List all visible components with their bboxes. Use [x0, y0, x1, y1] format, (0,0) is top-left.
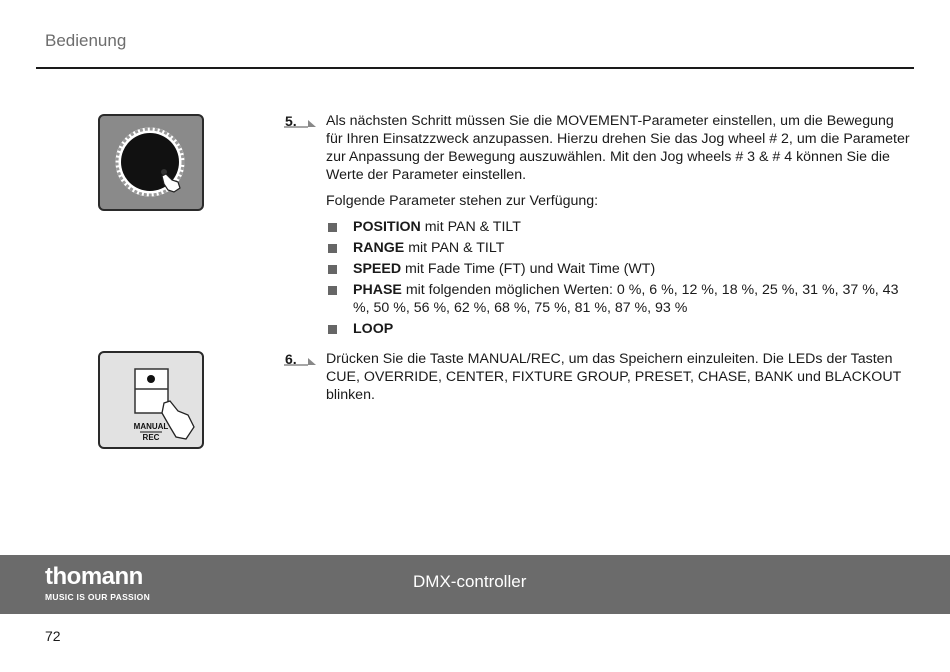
step-arrow-icon [284, 354, 318, 368]
step-number-label: 6. [285, 351, 297, 367]
parameter-list [326, 218, 914, 338]
list-item [326, 239, 914, 257]
step-number-label: 5. [285, 113, 297, 129]
parameter-term: SPEED [353, 261, 402, 277]
parameter-term: POSITION [353, 219, 421, 235]
list-item [326, 218, 914, 236]
step-5 [284, 112, 914, 341]
parameter-term: PHASE [353, 282, 402, 298]
step-6-paragraph: Drücken Sie die Taste MANUAL/REC, um das Speichern einzuleiten. Die LEDs der Tasten CUE, OVERRIDE, CENTER, FIXTURE GROUP, PRESET, CHASE, BANK und BLACKOUT blinken. [326, 351, 901, 403]
manual-rec-button-illustration [98, 351, 204, 449]
step-number-6 [284, 350, 322, 372]
list-item [326, 281, 914, 317]
parameter-term: RANGE [353, 240, 405, 256]
step-6 [284, 350, 914, 404]
footer-band [0, 555, 950, 614]
parameter-desc: mit PAN & TILT [404, 240, 505, 256]
step-5-paragraph: Als nächsten Schritt müssen Sie die MOVEMENT-Parameter einstellen, um die Bewegung für Ihren Einsatzzweck anzupassen. Hierzu drehen Sie das Jog wheel # 2, um die Parameter zur Anpassung der Bewegung auszuwählen. Mit den Jog wheels # 3 & # 4 können Sie die Werte der Parameter einstellen. [326, 113, 910, 183]
parameter-desc: mit Fade Time (FT) und Wait Time (WT) [401, 261, 656, 277]
parameter-intro: Folgende Parameter stehen zur Verfügung: [326, 193, 599, 209]
parameter-desc: mit PAN & TILT [420, 219, 521, 235]
jog-wheel-illustration [98, 114, 204, 211]
step-number-5 [284, 112, 322, 134]
page-header-title: Bedienung [45, 31, 127, 50]
logo-tagline: MUSIC IS OUR PASSION [45, 592, 151, 602]
list-item [326, 260, 914, 278]
square-bullet-icon [328, 244, 337, 253]
square-bullet-icon [328, 265, 337, 274]
square-bullet-icon [328, 223, 337, 232]
button-label-rec: REC [142, 433, 160, 442]
parameter-term: LOOP [353, 321, 394, 337]
parameter-desc: mit folgenden möglichen Werten: 0 %, 6 %, 12 %, 18 %, 25 %, 31 %, 37 %, 43 %, 50 %, 56 %, 62 %, 68 %, 75 %, 81 %, 87 %, 93 % [353, 282, 899, 316]
square-bullet-icon [328, 286, 337, 295]
header-divider [36, 67, 914, 69]
page-number: 72 [45, 628, 61, 644]
manual-rec-button-icon [100, 353, 202, 447]
square-bullet-icon [328, 325, 337, 334]
button-label-manual: MANUAL [133, 422, 169, 431]
step-arrow-icon [284, 116, 318, 130]
list-item [326, 320, 914, 338]
thomann-logo: thomann [45, 563, 143, 590]
jog-wheel-icon [100, 116, 202, 209]
footer-product-title: DMX-controller [413, 572, 527, 591]
